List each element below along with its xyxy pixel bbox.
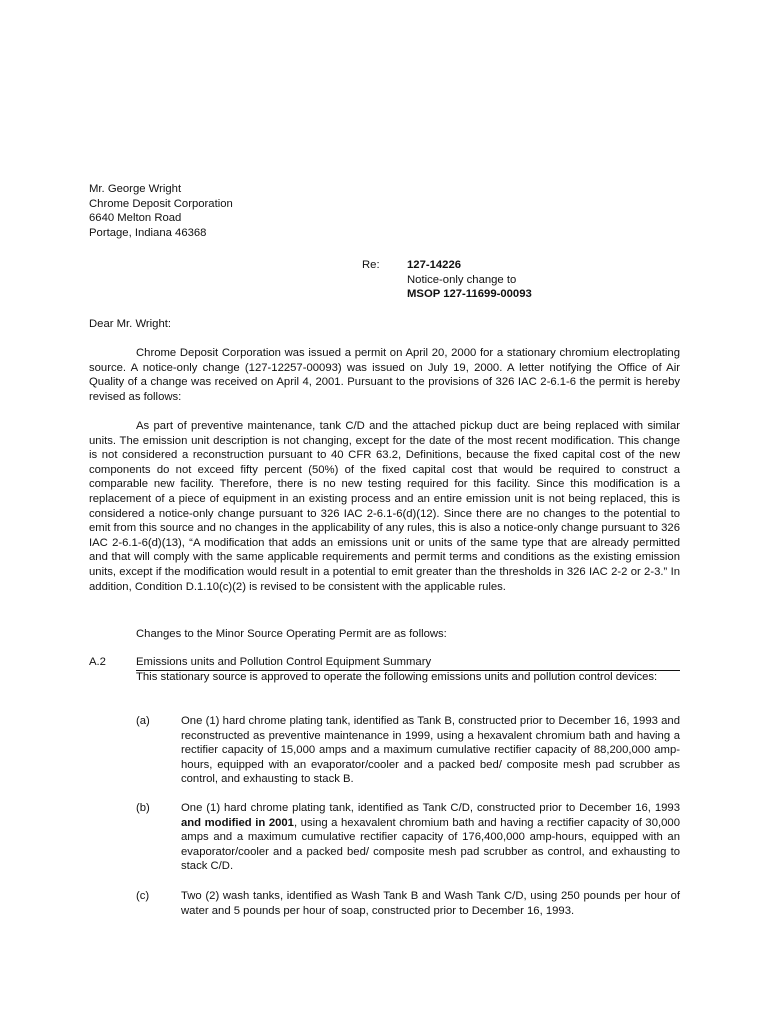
recipient-city: Portage, Indiana 46368: [89, 226, 207, 239]
section-intro: This stationary source is approved to operate the following emissions units and pollution control devices:: [136, 671, 658, 683]
paragraph-intro-text: Chrome Deposit Corporation was issued a permit on April 20, 2000 for a stationary chromium electroplating source. A notice-only change (127-12257-00093) was issued on July 19, 2000. A letter notifying the Office of Air Quality of a change was received on April 4, 2001. Pursuant to the provisions of 326 IAC 2-6.1-6 the permit is hereby revised as follows:: [89, 347, 680, 403]
recipient-address: [89, 182, 233, 240]
item-text-pre: One (1) hard chrome plating tank, identified as Tank C/D, constructed prior to December 16, 1993: [181, 802, 680, 814]
paragraph-maintenance-text: As part of preventive maintenance, tank C/D and the attached pickup duct are being replaced with similar units. The emission unit description is not changing, except for the date of the most recent modification. This change is not considered a reconstruction pursuant to 40 CFR 63.2, Definitions, because the fixed capital cost of the new components do not exceed fifty percent (50%) of the fixed capital cost that would be required to construct a comparable new facility. Therefore, there is no new testing required for this facility. Since this modification is a replacement of a piece of equipment in an existing process and an entire emission unit is not being replaced, this is considered a notice-only change pursuant to 326 IAC 2-6.1-6(d)(12). Since there are no changes to the potential to emit from this source and no changes in the applicability of any rules, this is also a notice-only change pursuant to 326 IAC 2-6.1-6(d)(13), “A modification that adds an emissions unit or units of the same type that are already permitted and that will comply with the same applicable requirements and permit terms and conditions as the existing emission units, except if the modification would result in a potential to emit greater than the thresholds in 326 IAC 2-2 or 2-3.” In addition, Condition D.1.10(c)(2) is revised to be consistent with the applicable rules.: [89, 420, 680, 593]
item-text-bold: and modified in 2001: [181, 816, 294, 829]
item-text: One (1) hard chrome plating tank, identified as Tank B, constructed prior to December 16, 1993 and reconstructed as preventive maintenance in 1999, using a hexavalent chromium bath and having a rectifier capacity of 15,000 amps and a maximum cumulative rectifier capacity of 88,200,000 amp-hours, equipped with an evaporator/cooler and a packed bed/ composite mesh pad scrubber as control, and exhausting to stack B.: [181, 715, 680, 786]
re-permit: MSOP 127-11699-00093: [407, 288, 532, 301]
section-title: Emissions units and Pollution Control Equipment Summary: [136, 655, 680, 671]
re-label: Re:: [362, 259, 380, 271]
re-subject: Notice-only change to: [407, 273, 517, 286]
paragraph-changes: Changes to the Minor Source Operating Permit are as follows:: [136, 628, 447, 640]
item-text: Two (2) wash tanks, identified as Wash Tank B and Wash Tank C/D, using 250 pounds per hour of water and 5 pounds per hour of soap, constructed prior to December 16, 1993.: [181, 890, 680, 917]
section-number: A.2: [89, 656, 106, 668]
re-number: 127-14226: [407, 259, 462, 271]
salutation: Dear Mr. Wright:: [89, 318, 172, 330]
item-label: (a): [136, 715, 150, 727]
recipient-company: Chrome Deposit Corporation: [89, 197, 233, 210]
recipient-street: 6640 Melton Road: [89, 212, 182, 225]
item-label: (c): [136, 890, 150, 902]
item-label: (b): [136, 802, 150, 814]
paragraph-intro: [89, 346, 680, 404]
re-block: [362, 258, 532, 302]
paragraph-maintenance: [89, 419, 680, 594]
item-text: [181, 801, 680, 874]
item-text-post: , using a hexavalent chromium bath and having a rectifier capacity of 30,000 amps and a maximum cumulative rectifier capacity of 176,400,000 amp-hours, equipped with an evaporator/cooler and a packed bed/ composite mesh pad scrubber as control, and exhausting to stack C/D.: [181, 816, 680, 873]
recipient-name: Mr. George Wright: [89, 183, 182, 195]
